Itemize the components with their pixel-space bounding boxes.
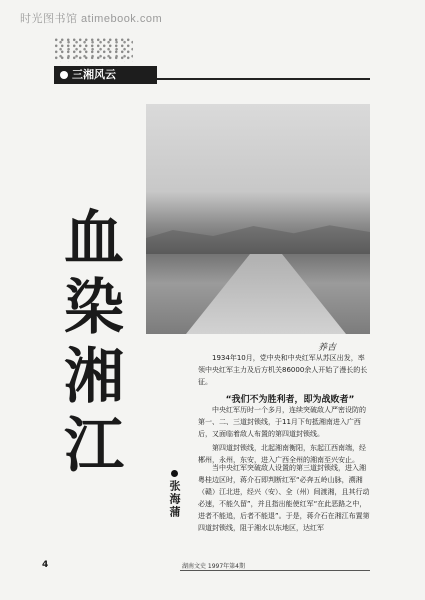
photo-road bbox=[186, 254, 346, 334]
bullet-icon bbox=[60, 71, 68, 79]
paragraph-1: 中央红军历时一个多月，连续突破敌人严密设防的第一、二、三道封锁线，于11月下旬抵湘南进入广西后，又面临着敌人布置的第四道封锁线。 bbox=[198, 406, 366, 438]
title-char-4: 江 bbox=[64, 411, 124, 481]
body-paragraph-3 bbox=[198, 462, 370, 536]
title-char-3: 湘 bbox=[64, 342, 124, 412]
paragraph-3: 当中央红军突破敌人设置的第三道封锁线，进入湘粤桂边区时，蒋介石即判断红军“必奔五岭山脉，溯湘（赣）江北进，经兴（安）、全（州）间渡湘，且其行动必速，不能久留”，并且指出能使红军“在此恶路之中，进者不能追，后者不能退”。于是，蒋介石在湘江布置第四道封锁线，阻于湘水以东地区，达红军 bbox=[198, 464, 370, 532]
paragraph-2: 第四道封锁线，北起湘南衡阳，东起江西南端，经郴州，永州，东安，进入广西全州的湘南至兴安止。 bbox=[198, 444, 366, 464]
journal-footer: 湖南文史 1997年第4期 bbox=[182, 563, 245, 570]
header-rule bbox=[157, 78, 370, 80]
photo-credit: 养吉 bbox=[318, 343, 337, 353]
author-name: 张海蒲 bbox=[168, 480, 181, 519]
intro-text: 1934年10月，党中央和中央红军从苏区出发，率领中央红军主力及后方机关86000余人开始了漫长的长征。 bbox=[198, 354, 368, 386]
article-photo bbox=[146, 104, 370, 334]
footer-rule bbox=[180, 570, 370, 571]
body-paragraphs bbox=[198, 404, 370, 468]
section-subhead: “我们不为胜利者，即为战败者” bbox=[225, 395, 355, 405]
column-label: 三湘风云 bbox=[72, 68, 116, 81]
intro-paragraph bbox=[198, 352, 370, 390]
page-number: 4 bbox=[42, 560, 49, 570]
bullet-icon bbox=[171, 470, 178, 477]
column-banner bbox=[54, 66, 157, 84]
title-char-1: 血 bbox=[64, 204, 124, 274]
article-title bbox=[64, 205, 134, 481]
scan-speckle bbox=[55, 38, 133, 62]
author-byline bbox=[166, 470, 182, 519]
title-char-2: 染 bbox=[64, 273, 124, 343]
photo-hills bbox=[146, 214, 370, 254]
site-watermark: 时光图书馆 atimebook.com bbox=[20, 13, 163, 25]
